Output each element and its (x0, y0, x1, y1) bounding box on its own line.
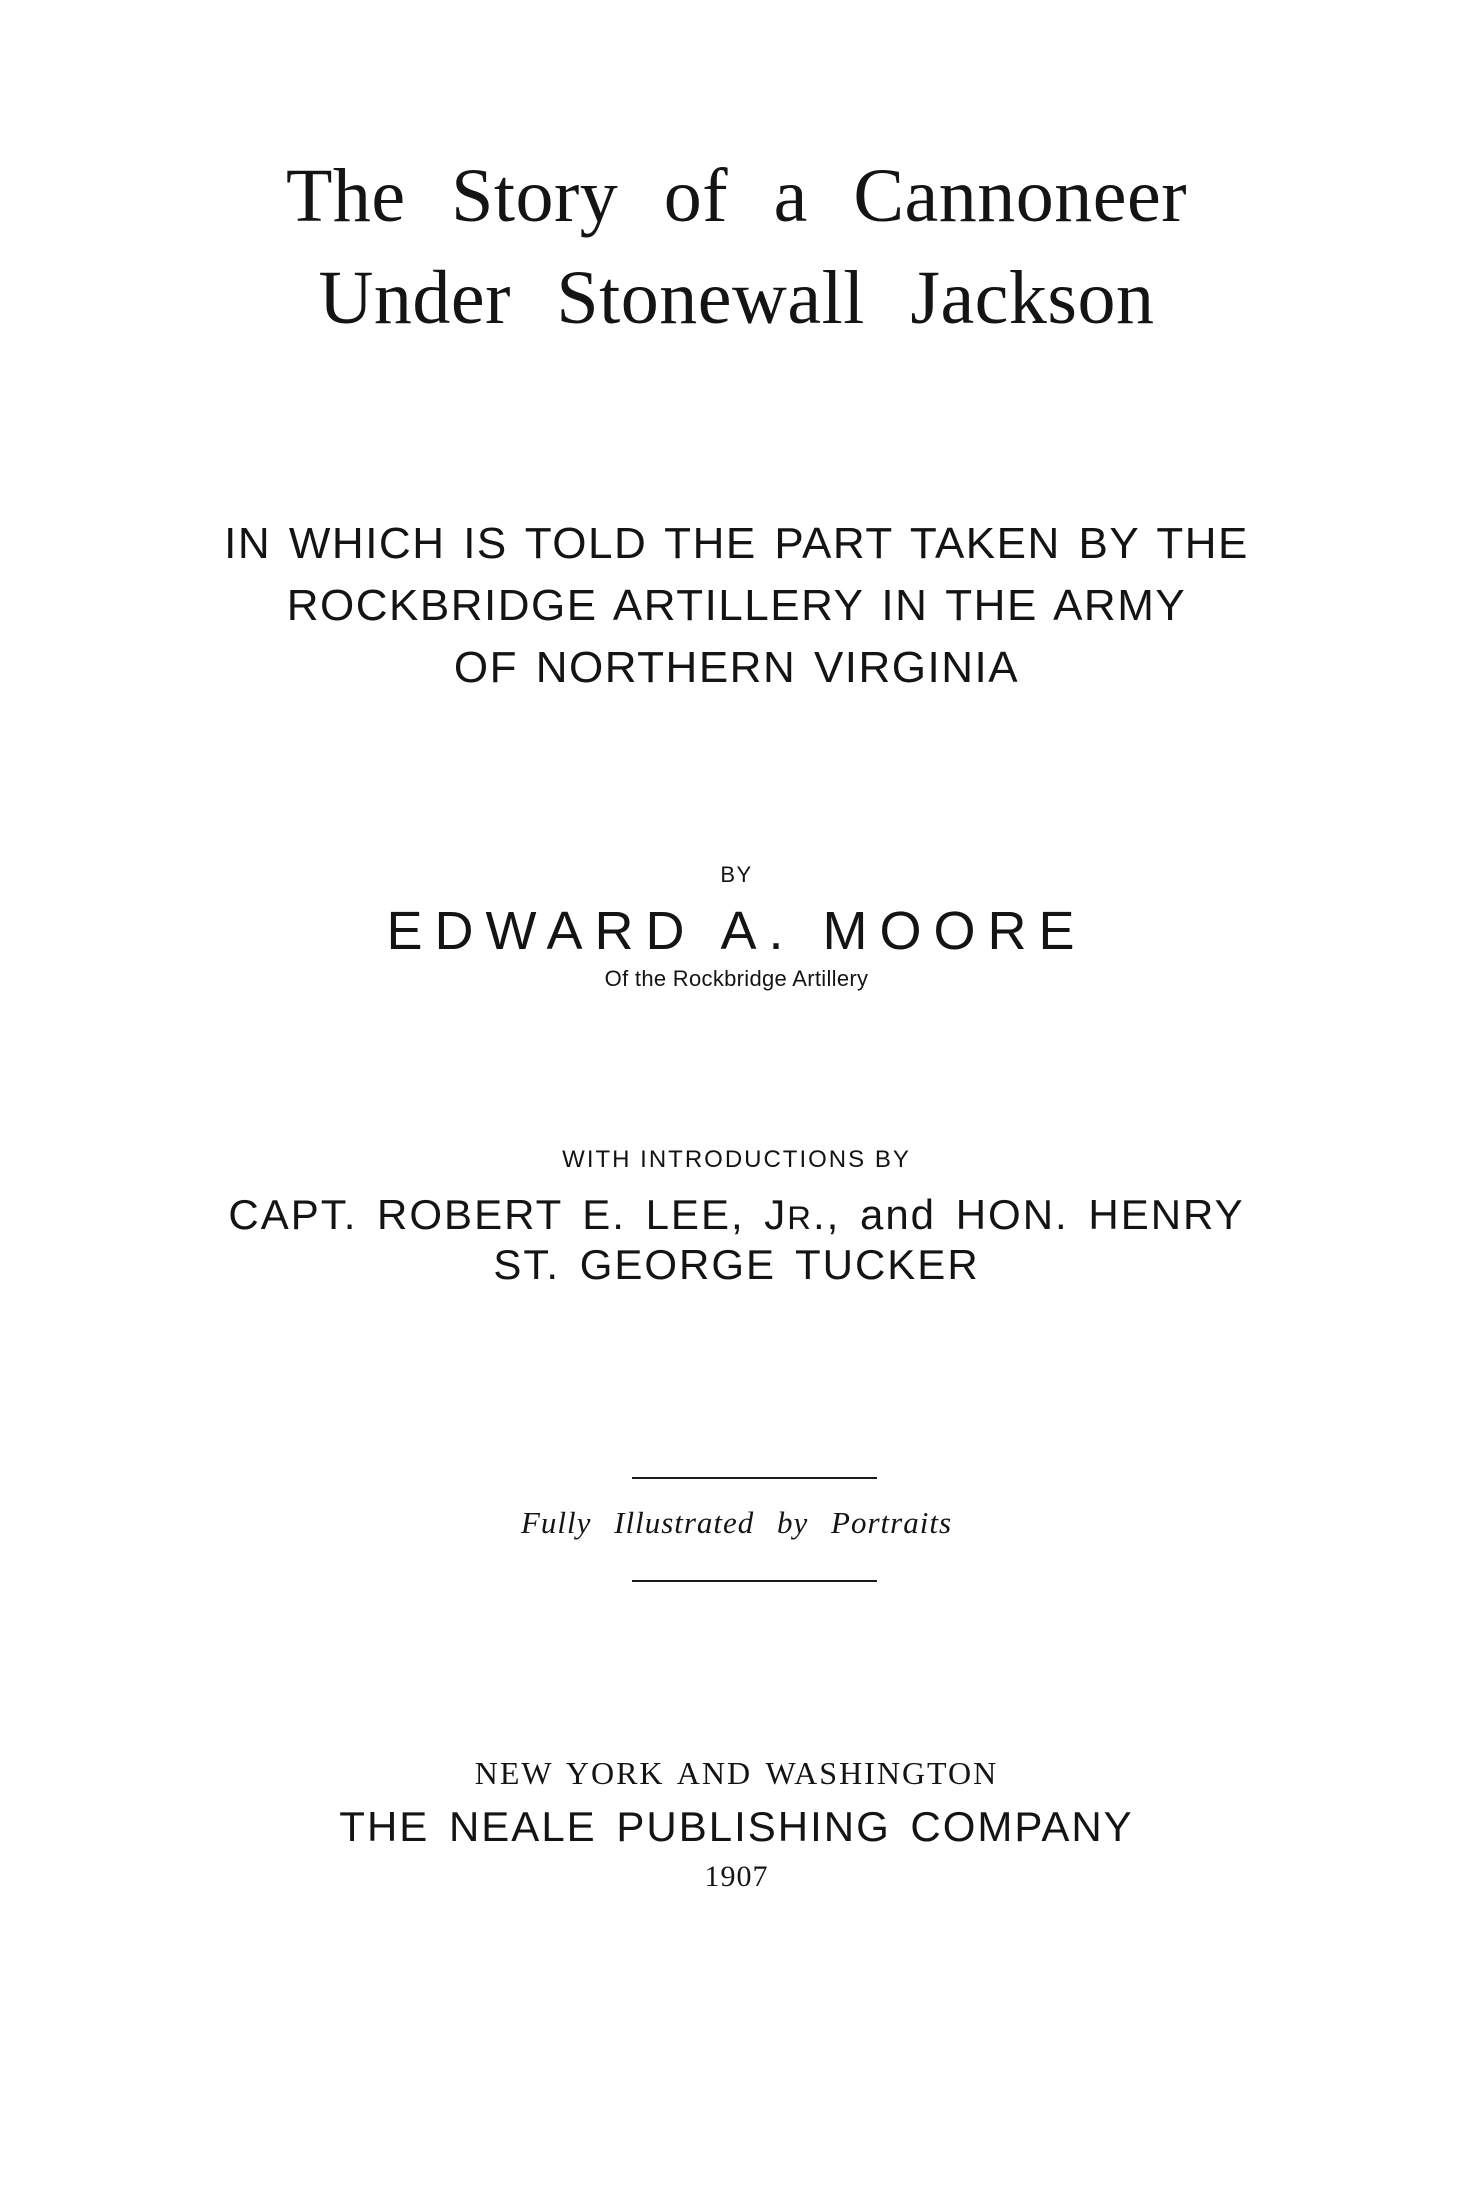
author-affiliation: Of the Rockbridge Artillery (604, 966, 869, 991)
introductions-text-a: CAPT. ROBERT E. LEE, J (228, 1191, 788, 1238)
subtitle-line-2: ROCKBRIDGE ARTILLERY IN THE ARMY (286, 581, 1187, 630)
introductions-text-b: R (787, 1199, 813, 1236)
title-line-1: The Story of a Cannoneer (285, 154, 1188, 238)
imprint-publisher: THE NEALE PUBLISHING COMPANY (339, 1803, 1134, 1850)
bottom-rule (632, 1580, 877, 1582)
introductions-line-1 (0, 1191, 1473, 1238)
top-rule (632, 1477, 877, 1479)
subtitle-line-1: IN WHICH IS TOLD THE PART TAKEN BY THE (224, 519, 1249, 568)
imprint-place: NEW YORK AND WASHINGTON (474, 1755, 999, 1791)
author-name: EDWARD A. MOORE (386, 901, 1087, 961)
introductions-line-2: ST. GEORGE TUCKER (493, 1241, 980, 1288)
imprint-year: 1907 (704, 1860, 769, 1893)
introductions-label: WITH INTRODUCTIONS BY (562, 1146, 911, 1173)
title-line-2: Under Stonewall Jackson (318, 256, 1155, 340)
introductions-text-c: ., and HON. HENRY (812, 1191, 1245, 1238)
by-label: BY (720, 862, 753, 887)
subtitle-line-3: OF NORTHERN VIRGINIA (453, 643, 1020, 692)
illustration-note: Fully Illustrated by Portraits (520, 1505, 953, 1540)
